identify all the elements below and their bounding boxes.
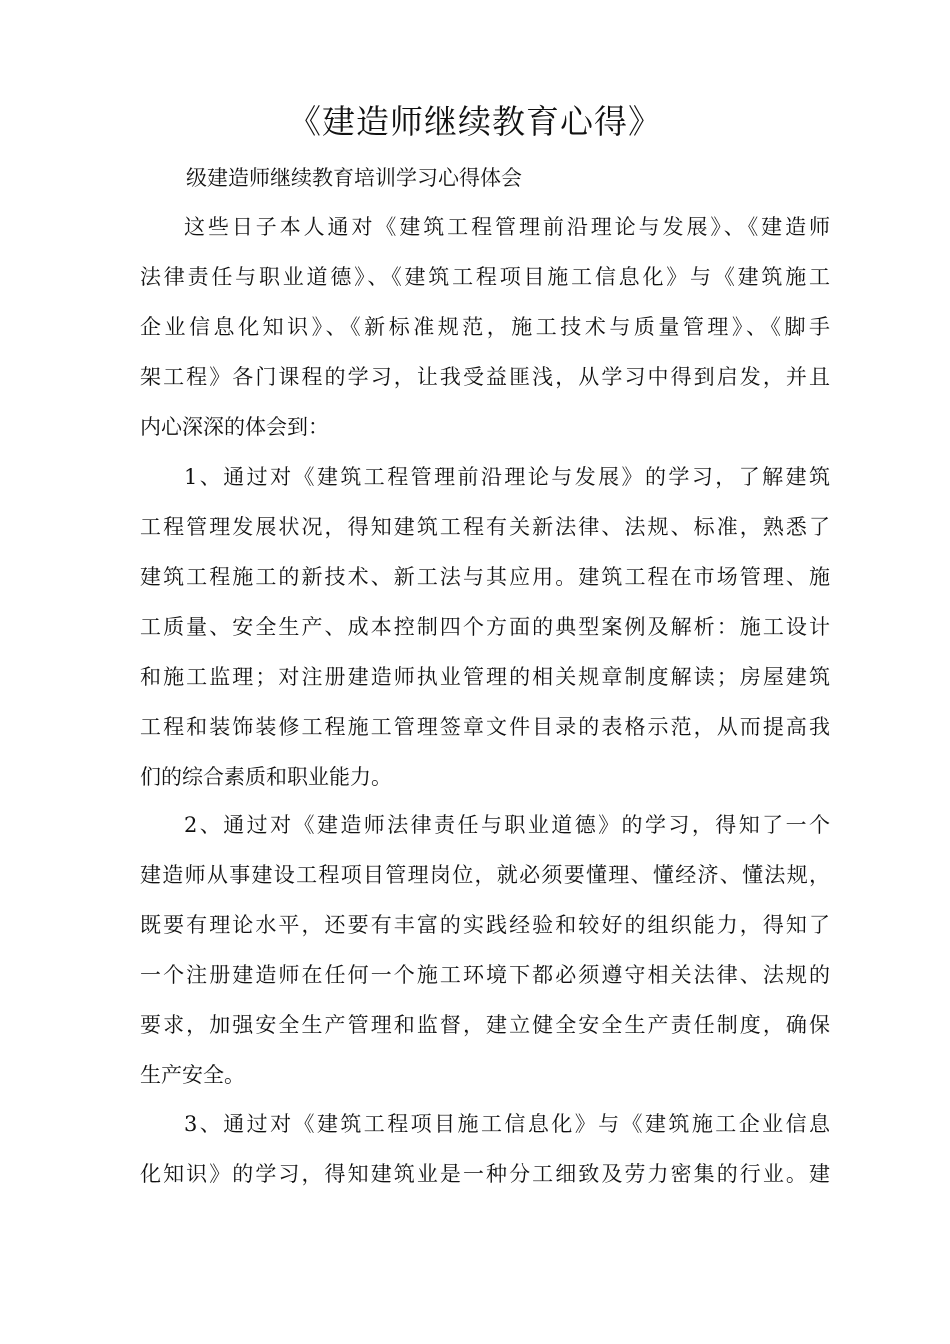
paragraph-line: 生产安全。 xyxy=(140,1063,245,1087)
paragraph-line: 1、通过对《建筑工程管理前沿理论与发展》的学习，了解建筑 xyxy=(184,465,830,489)
paragraph-point-1 xyxy=(140,452,830,802)
paragraph-line: 工程管理发展状况，得知建筑工程有关新法律、法规、标准，熟悉了 xyxy=(140,515,830,539)
paragraph-line: 既要有理论水平，还要有丰富的实践经验和较好的组织能力，得知了 xyxy=(140,913,830,937)
paragraph-line: 一个注册建造师在任何一个施工环境下都必须遵守相关法律、法规的 xyxy=(140,963,830,987)
paragraph-line: 内心深深的体会到： xyxy=(140,415,329,439)
paragraph-line: 要求，加强安全生产管理和监督，建立健全安全生产责任制度，确保 xyxy=(140,1013,830,1037)
paragraph-point-2 xyxy=(140,800,830,1100)
document-title: 《建造师继续教育心得》 xyxy=(288,102,662,141)
paragraph-line: 这些日子本人通对《建筑工程管理前沿理论与发展》、《建造师 xyxy=(184,215,830,239)
paragraph-line: 和施工监理；对注册建造师执业管理的相关规章制度解读；房屋建筑 xyxy=(140,665,830,689)
paragraph-line: 3、通过对《建筑工程项目施工信息化》与《建筑施工企业信息 xyxy=(184,1112,830,1136)
paragraph-line: 们的综合素质和职业能力。 xyxy=(140,765,392,789)
paragraph-line: 2、通过对《建造师法律责任与职业道德》的学习，得知了一个 xyxy=(184,813,830,837)
paragraph-line: 法律责任与职业道德》、《建筑工程项目施工信息化》与《建筑施工 xyxy=(140,265,830,289)
paragraph-line: 架工程》各门课程的学习，让我受益匪浅，从学习中得到启发，并且 xyxy=(140,365,830,389)
document-subtitle: 级建造师继续教育培训学习心得体会 xyxy=(186,166,522,190)
paragraph-line: 建造师从事建设工程项目管理岗位，就必须要懂理、懂经济、懂法规， xyxy=(140,863,830,887)
paragraph-point-3 xyxy=(140,1099,830,1199)
paragraph-intro xyxy=(140,202,830,452)
paragraph-line: 工程和装饰装修工程施工管理签章文件目录的表格示范，从而提高我 xyxy=(140,715,830,739)
paragraph-line: 化知识》的学习，得知建筑业是一种分工细致及劳力密集的行业。建 xyxy=(140,1162,830,1186)
paragraph-line: 企业信息化知识》、《新标准规范，施工技术与质量管理》、《脚手 xyxy=(140,315,830,339)
paragraph-line: 工质量、安全生产、成本控制四个方面的典型案例及解析：施工设计 xyxy=(140,615,830,639)
paragraph-line: 建筑工程施工的新技术、新工法与其应用。建筑工程在市场管理、施 xyxy=(140,565,830,589)
